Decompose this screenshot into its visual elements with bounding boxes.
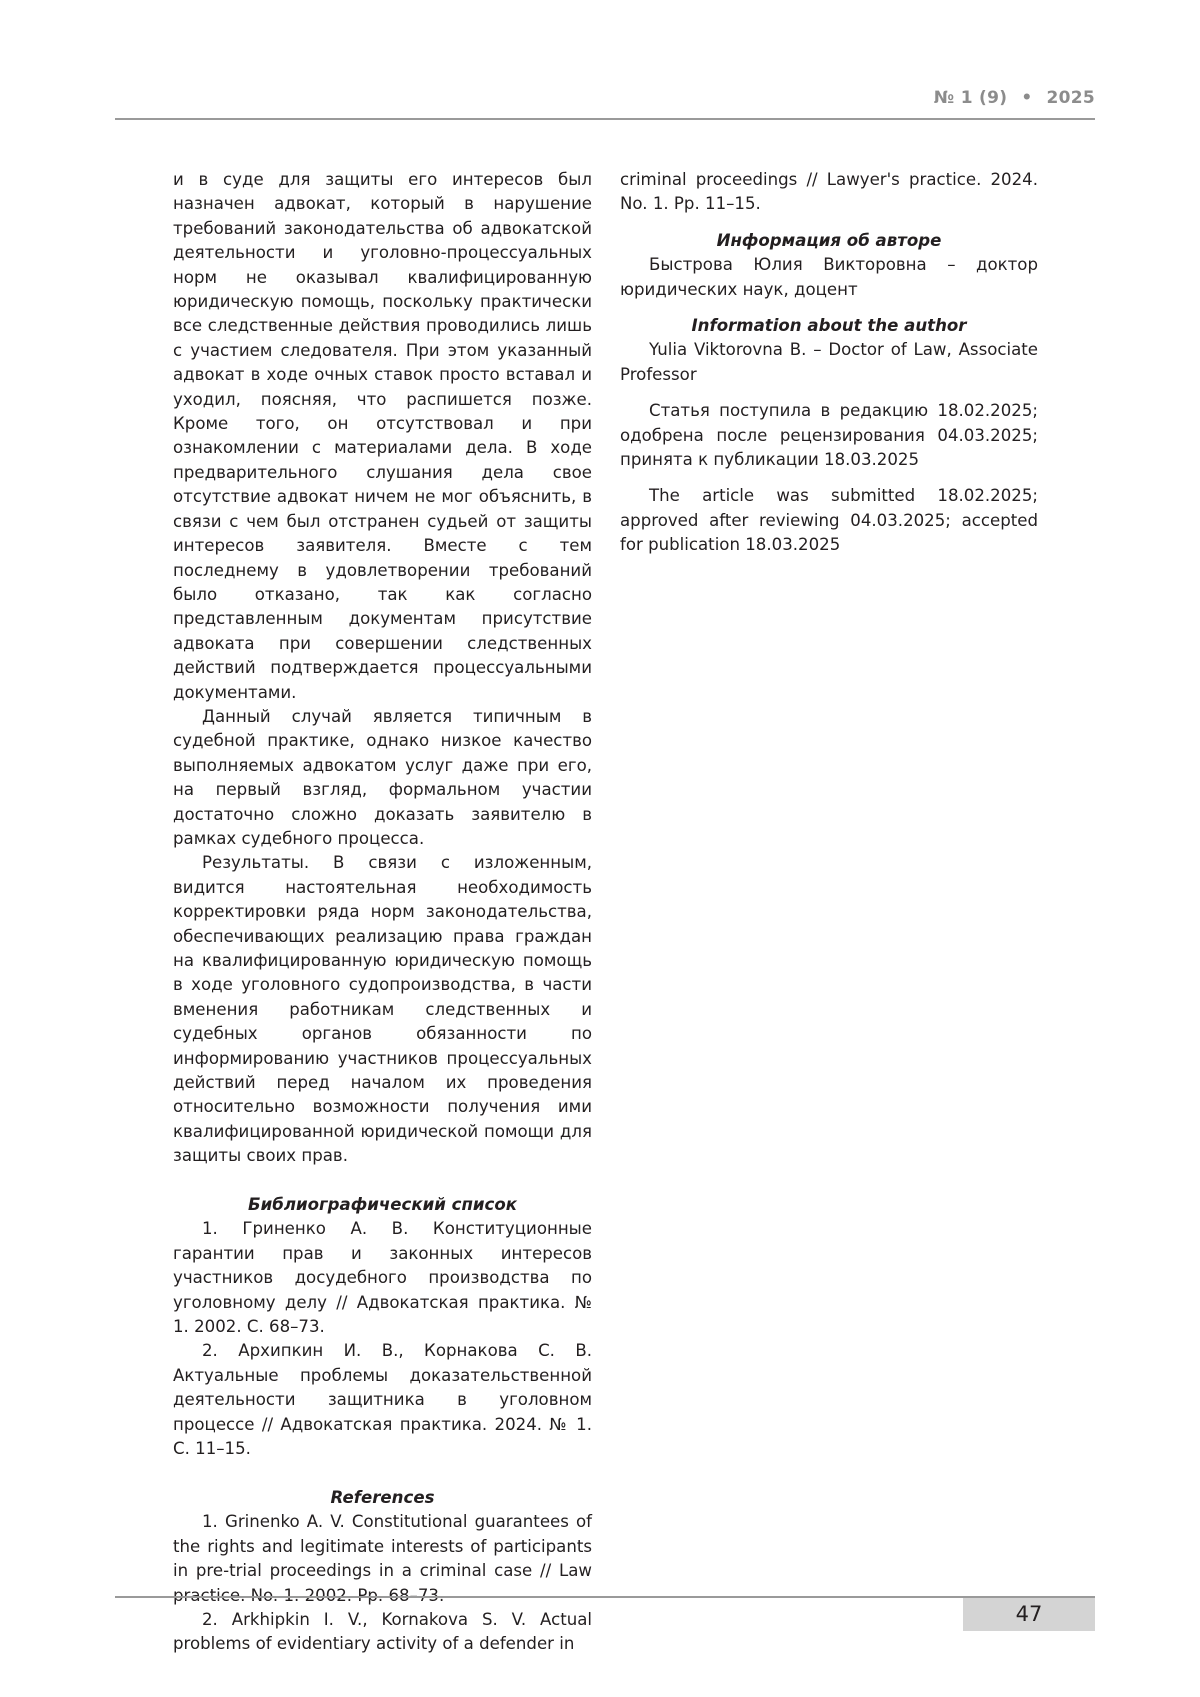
author-info-ru-heading: Информация об авторе — [620, 229, 1038, 253]
running-header — [115, 82, 1095, 120]
bibliography-heading: Библиографический список — [173, 1193, 592, 1217]
page-number: 47 — [963, 1598, 1095, 1631]
body-paragraph-1: и в суде для защиты его интересов был назначен адвокат, который в нарушение требований законодательства об адвокатской деятельности и уголовно-процессуальных норм не оказывал квалифицированную юридическую помощь, поскольку практически все следственные действия проводились лишь с участием следователя. При этом указанный адвокат в ходе очных ставок просто вставал и уходил, поясняя, что распишется позже. Кроме того, он отсутствовал и при ознакомлении с материалами дела. В ходе предварительного слушания дела свое отсутствие адвокат ничем не мог объяснить, в связи с чем был отстранен судьей от защиты интересов заявителя. Вместе с тем последнему в удовлетворении требований было отказано, так как согласно представленным документам присутствие адвоката при совершении следственных действий подтверждается процессуальными документами. — [173, 168, 592, 705]
spacer — [620, 472, 1038, 484]
author-info-en: Yulia Viktorovna B. – Doctor of Law, Associate Professor — [620, 338, 1038, 387]
references-heading: References — [173, 1486, 592, 1510]
author-info-en-heading: Information about the author — [620, 314, 1038, 338]
reference-item-2: 2. Arkhipkin I. V., Kornakova S. V. Actual problems of evidentiary activity of a defender in — [173, 1608, 592, 1657]
spacer — [620, 387, 1038, 399]
spacer — [620, 217, 1038, 229]
bibliography-item-2: 2. Архипкин И. В., Корнакова С. В. Актуальные проблемы доказательственной деятельности защитника в уголовном процессе // Адвокатская практика. 2024. № 1. С. 11–15. — [173, 1339, 592, 1461]
spacer — [173, 1462, 592, 1486]
reference-continuation: criminal proceedings // Lawyer's practice. 2024. No. 1. Pp. 11–15. — [620, 168, 1038, 217]
reference-item-1: 1. Grinenko A. V. Constitutional guarantees of the rights and legitimate interests of participants in pre-trial proceedings in a criminal case // Law practice. No. 1. 2002. Pp. 68–73. — [173, 1510, 592, 1608]
body-paragraph-3: Результаты. В связи с изложенным, видится настоятельная необходимость корректировки ряда норм законодательства, обеспечивающих реализацию права граждан на квалифицированную юридическую помощь в ходе уголовного судопроизводства, в части вменения работникам следственных и судебных органов обязанности по информированию участников процессуальных действий перед началом их проведения относительно возможности получения ими квалифицированной юридической помощи для защиты своих прав. — [173, 851, 592, 1168]
right-column — [620, 168, 1038, 558]
author-info-ru: Быстрова Юлия Викторовна – доктор юридических наук, доцент — [620, 253, 1038, 302]
article-dates-en: The article was submitted 18.02.2025; approved after reviewing 04.03.2025; accepted for publication 18.03.2025 — [620, 484, 1038, 557]
spacer — [173, 1169, 592, 1193]
header-separator: • — [1021, 88, 1032, 108]
article-dates-ru: Статья поступила в редакцию 18.02.2025; одобрена после рецензирования 04.03.2025; принята к публикации 18.03.2025 — [620, 399, 1038, 472]
bibliography-item-1: 1. Гриненко А. В. Конституционные гарантии прав и законных интересов участников досудебного производства по уголовному делу // Адвокатская практика. № 1. 2002. С. 68–73. — [173, 1217, 592, 1339]
issue-number: № 1 (9) — [934, 88, 1008, 108]
spacer — [620, 302, 1038, 314]
issue-year: 2025 — [1046, 88, 1095, 108]
footer-rule — [115, 1596, 1095, 1598]
body-paragraph-2: Данный случай является типичным в судебной практике, однако низкое качество выполняемых адвокатом услуг даже при его, на первый взгляд, формальном участии достаточно сложно доказать заявителю в рамках судебного процесса. — [173, 705, 592, 851]
left-column — [173, 168, 592, 1657]
issue-info — [934, 88, 1095, 108]
